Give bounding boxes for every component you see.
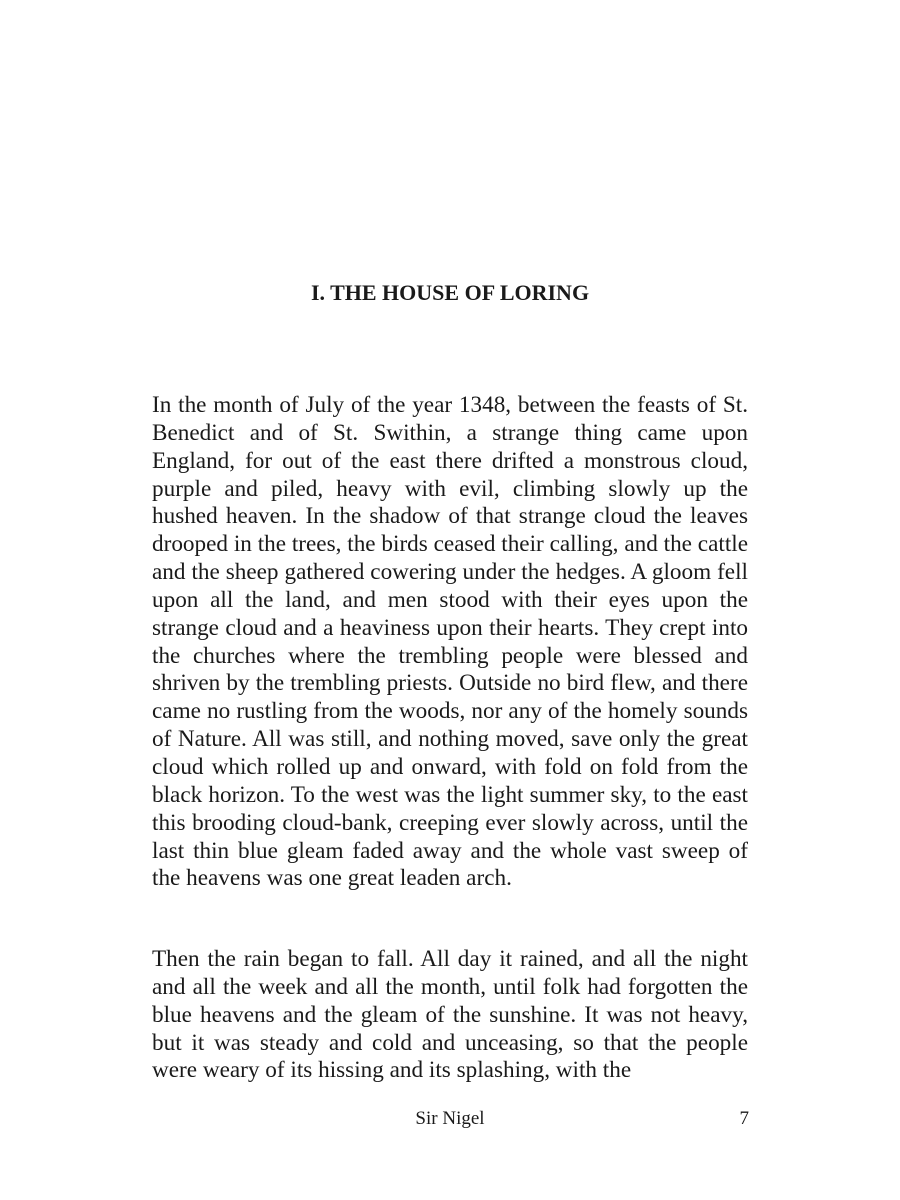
page-number: 7 xyxy=(739,1108,749,1129)
body-paragraph: In the month of July of the year 1348, between the feasts of St. Benedict and of St. Swithin, a strange thing came upon England, for out of the east there drifted a monstrous cloud, purple and piled, heavy with evil, climbing slowly up the hushed heaven. In the shadow of that strange cloud the leaves drooped in the trees, the birds ceased their calling, and the cattle and the sheep gathered cowering under the hedges. A gloom fell upon all the land, and men stood with their eyes upon the strange cloud and a heaviness upon their hearts. They crept into the churches where the trembling people were blessed and shriven by the trembling priests. Outside no bird flew, and there came no rustling from the woods, nor any of the homely sounds of Nature. All was still, and nothing moved, save only the great cloud which rolled up and onward, with fold on fold from the black horizon. To the west was the light summer sky, to the east this brooding cloud-bank, creeping ever slowly across, until the last thin blue gleam faded away and the whole vast sweep of the heavens was one great leaden arch. xyxy=(152,392,748,892)
chapter-title: I. THE HOUSE OF LORING xyxy=(310,280,590,305)
running-title: Sir Nigel xyxy=(415,1108,485,1129)
body-paragraph: Then the rain began to fall. All day it rained, and all the night and all the week and all the month, until folk had forgotten the blue heavens and the gleam of the sunshine. It was not heavy, but it was steady and cold and unceasing, so that the people were weary of its hissing and its splashing, with the xyxy=(152,946,748,1084)
